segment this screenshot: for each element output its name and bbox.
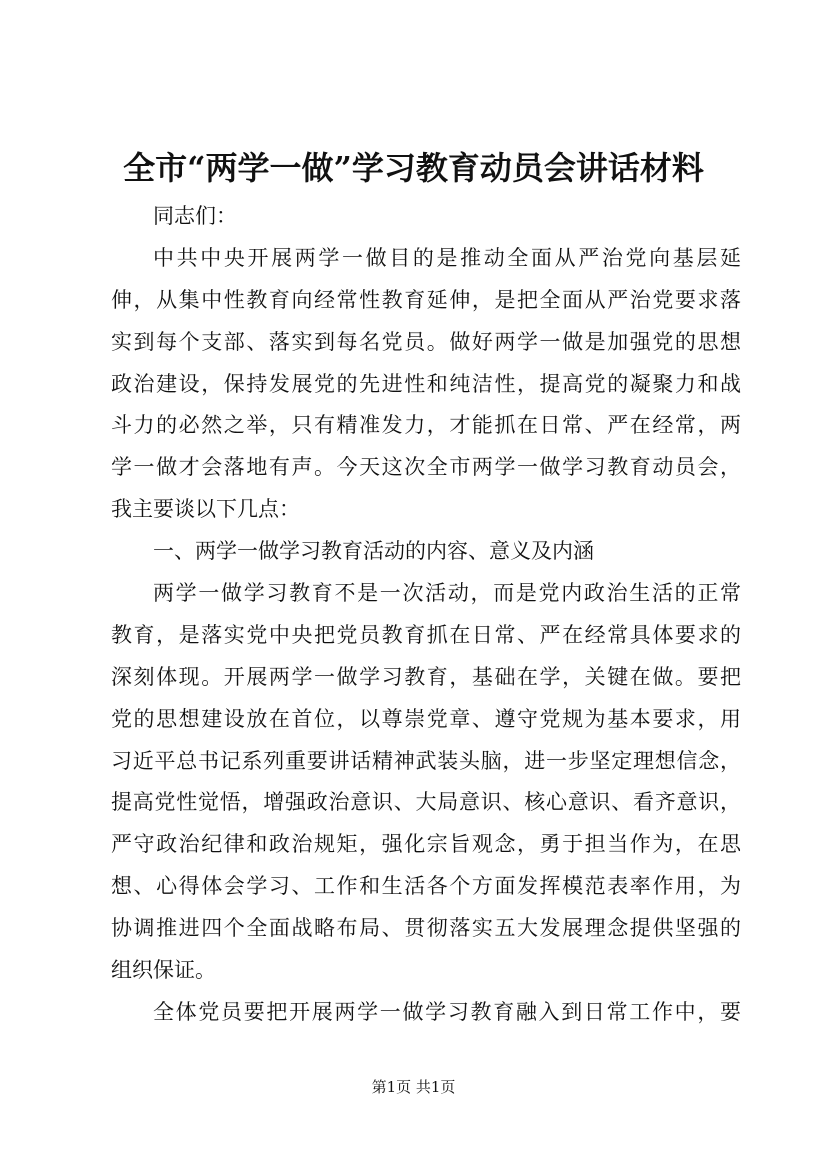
page-number: 第1页 共1页 bbox=[371, 1078, 456, 1096]
body-line: 斗力的必然之举，只有精准发力，才能抓在日常、严在经常，两 bbox=[111, 413, 741, 438]
body-line: 伸，从集中性教育向经常性教育延伸，是把全面从严治党要求落 bbox=[111, 287, 741, 312]
body-line: 协调推进四个全面战略布局、贯彻落实五大发展理念提供坚强的 bbox=[111, 916, 741, 941]
body-line: 两学一做学习教育不是一次活动，而是党内政治生活的正常 bbox=[153, 581, 741, 606]
document-body bbox=[111, 196, 741, 1034]
section-heading: 一、两学一做学习教育活动的内容、意义及内涵 bbox=[153, 539, 594, 564]
body-line: 中共中央开展两学一做目的是推动全面从严治党向基层延 bbox=[153, 245, 741, 270]
body-line: 我主要谈以下几点： bbox=[111, 497, 300, 522]
document-title: 全市“两学一做”学习教育动员会讲话材料 bbox=[123, 149, 704, 187]
salutation: 同志们： bbox=[153, 204, 237, 228]
body-line: 想、心得体会学习、工作和生活各个方面发挥模范表率作用，为 bbox=[111, 874, 741, 899]
body-line: 实到每个支部、落实到每名党员。做好两学一做是加强党的思想 bbox=[111, 329, 741, 354]
body-line: 全体党员要把开展两学一做学习教育融入到日常工作中，要 bbox=[153, 999, 741, 1024]
body-line: 学一做才会落地有声。今天这次全市两学一做学习教育动员会， bbox=[111, 455, 741, 480]
body-line: 党的思想建设放在首位，以尊崇党章、遵守党规为基本要求，用 bbox=[111, 706, 741, 731]
body-line: 政治建设，保持发展党的先进性和纯洁性，提高党的凝聚力和战 bbox=[111, 371, 741, 396]
body-line: 习近平总书记系列重要讲话精神武装头脑，进一步坚定理想信念， bbox=[111, 748, 741, 773]
body-line: 严守政治纪律和政治规矩，强化宗旨观念，勇于担当作为，在思 bbox=[111, 832, 741, 857]
body-line: 深刻体现。开展两学一做学习教育，基础在学，关键在做。要把 bbox=[111, 664, 741, 689]
body-line: 教育，是落实党中央把党员教育抓在日常、严在经常具体要求的 bbox=[111, 622, 741, 647]
body-line: 组织保证。 bbox=[111, 958, 216, 983]
body-line: 提高党性觉悟，增强政治意识、大局意识、核心意识、看齐意识， bbox=[111, 790, 741, 815]
